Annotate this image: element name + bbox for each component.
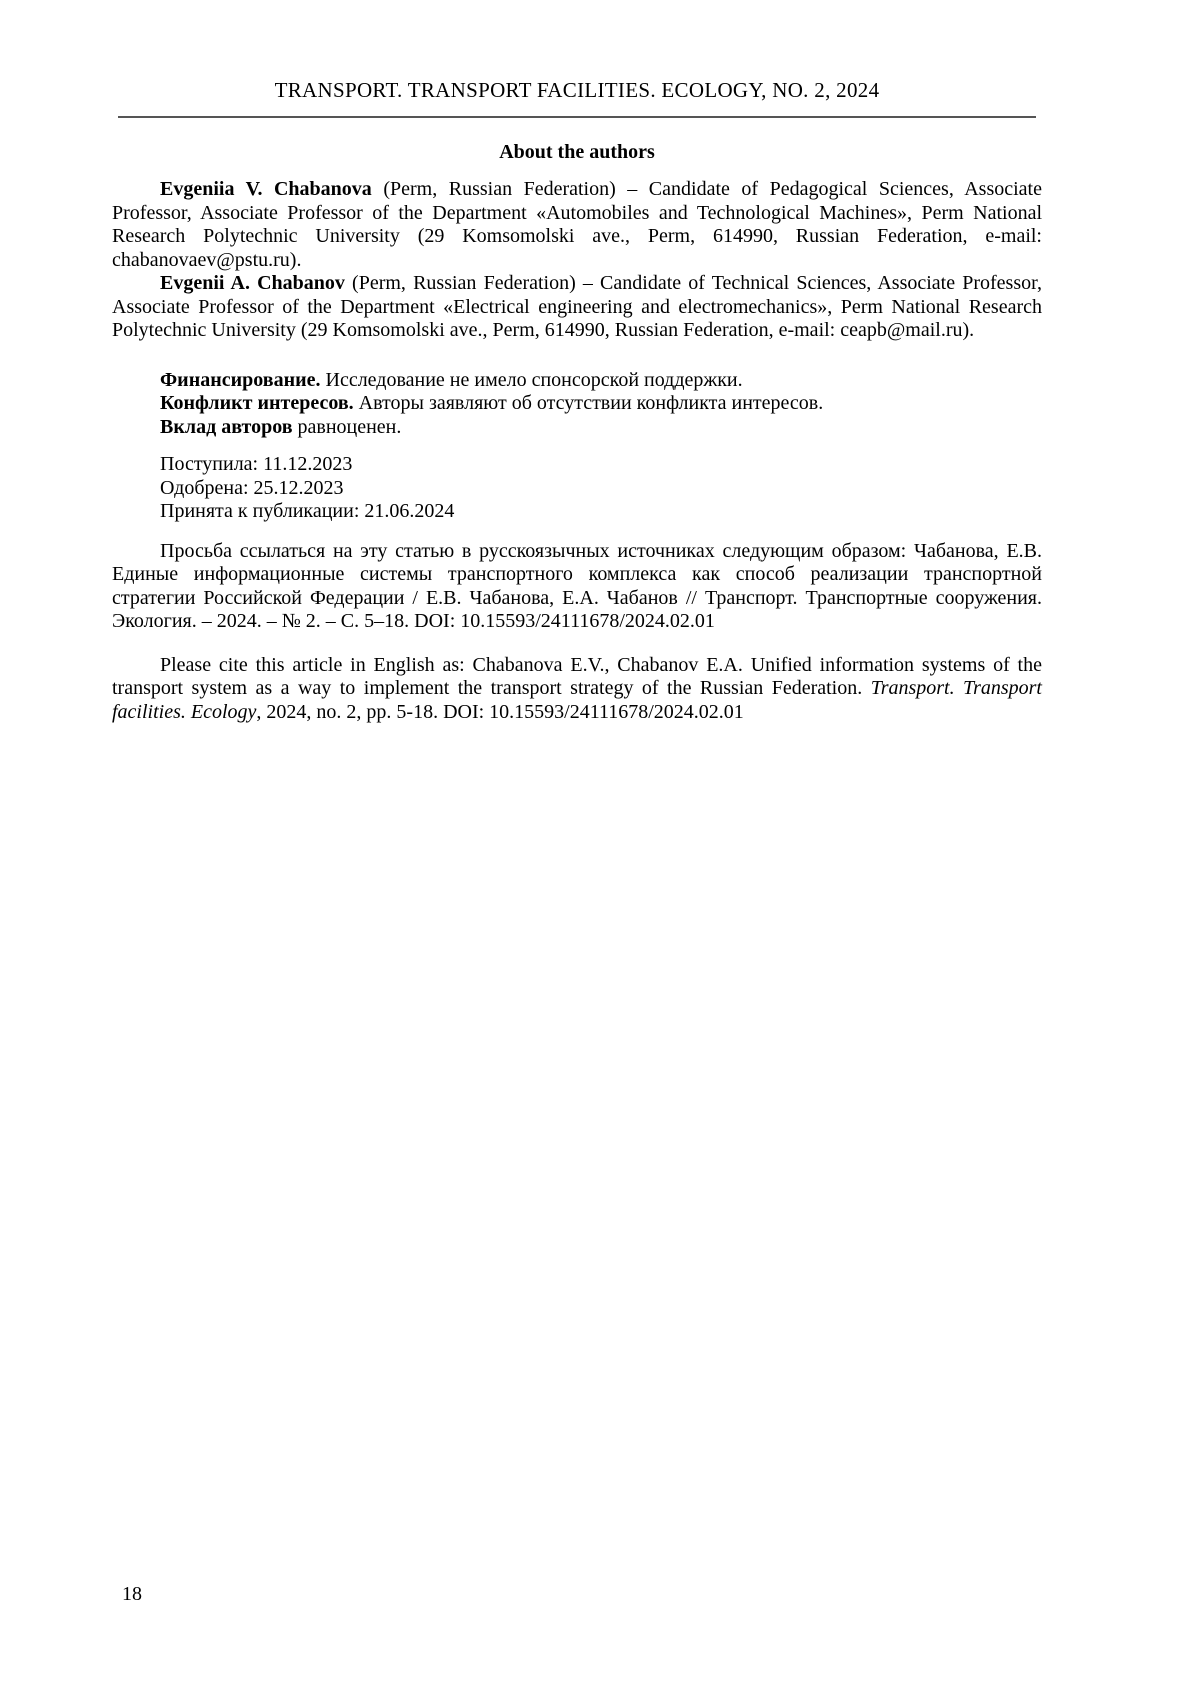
date-received: Поступила: 11.12.2023 xyxy=(160,453,353,475)
authors-contribution-label: Вклад авторов xyxy=(160,415,293,438)
author-name: Evgeniia V. Chabanova xyxy=(160,178,372,200)
citation-english-journal: Transport. Transport facilities. Ecology xyxy=(112,677,1042,723)
section-title: About the authors xyxy=(499,141,655,163)
author-name: Evgenii A. Chabanov xyxy=(160,272,345,294)
citation-english xyxy=(112,654,1042,725)
conflict-of-interest-text: Авторы заявляют об отсутствии конфликта интересов. xyxy=(353,392,824,414)
conflict-of-interest-label: Конфликт интересов. xyxy=(160,392,354,414)
notes-section xyxy=(112,369,1042,440)
author-bio xyxy=(112,272,1042,343)
funding-text: Исследование не имело спонсорской поддержки. xyxy=(320,368,743,391)
funding-label: Финансирование. xyxy=(160,368,321,391)
author-bio-text: (Perm, Russian Federation) – Candidate of Technical Sciences, Associate Professor, Associate Professor of the Department «Electrical engineering and electromechanics», Perm National Research Polytechnic University (29 Komsomolski ave., Perm, 614990, Russian Federation, e-mail: ceapb@mail.ru). xyxy=(112,272,1042,341)
authors-contribution-text: равноценен. xyxy=(292,415,402,438)
authors-contribution-note xyxy=(112,416,1042,440)
page-number: 18 xyxy=(122,1583,142,1605)
header-rule xyxy=(118,116,1036,118)
citation-english-suffix: , 2024, no. 2, pp. 5-18. DOI: 10.15593/24111678/2024.02.01 xyxy=(256,700,744,723)
date-approved: Одобрена: 25.12.2023 xyxy=(160,476,344,499)
conflict-of-interest-note xyxy=(112,392,1042,416)
citation-russian: Просьба ссылаться на эту статью в русскоязычных источниках следующим образом: Чабанова, Е.В. Единые информационные системы транспортного комплекса как способ реализации транспортной стратегии Российской Федерации / Е.В. Чабанова, Е.А. Чабанов // Транспорт. Транспортные сооружения. Экология. – 2024. – № 2. – С. 5–18. DOI: 10.15593/24111678/2024.02.01 xyxy=(112,539,1042,632)
citation-english-prefix: Please cite this article in English as: Chabanova E.V., Chabanov E.A. Unified information systems of the transport system as a way to implement the transport strategy of the Russian Federation. xyxy=(112,653,1042,699)
author-bio xyxy=(112,178,1042,272)
date-accepted: Принята к публикации: 21.06.2024 xyxy=(160,500,455,522)
author-bio-text: (Perm, Russian Federation) – Candidate of Pedagogical Sciences, Associate Professor, Associate Professor of the Department «Automobiles and Technological Machines», Perm National Research Polytechnic University (29 Komsomolski ave., Perm, 614990, Russian Federation, e-mail: chabanovaev@pstu.ru). xyxy=(112,178,1042,271)
running-header: TRANSPORT. TRANSPORT FACILITIES. ECOLOGY, NO. 2, 2024 xyxy=(274,78,880,102)
authors-section xyxy=(112,178,1042,343)
dates-section xyxy=(112,453,1042,524)
funding-note xyxy=(112,369,1042,393)
page-content xyxy=(112,0,1042,724)
